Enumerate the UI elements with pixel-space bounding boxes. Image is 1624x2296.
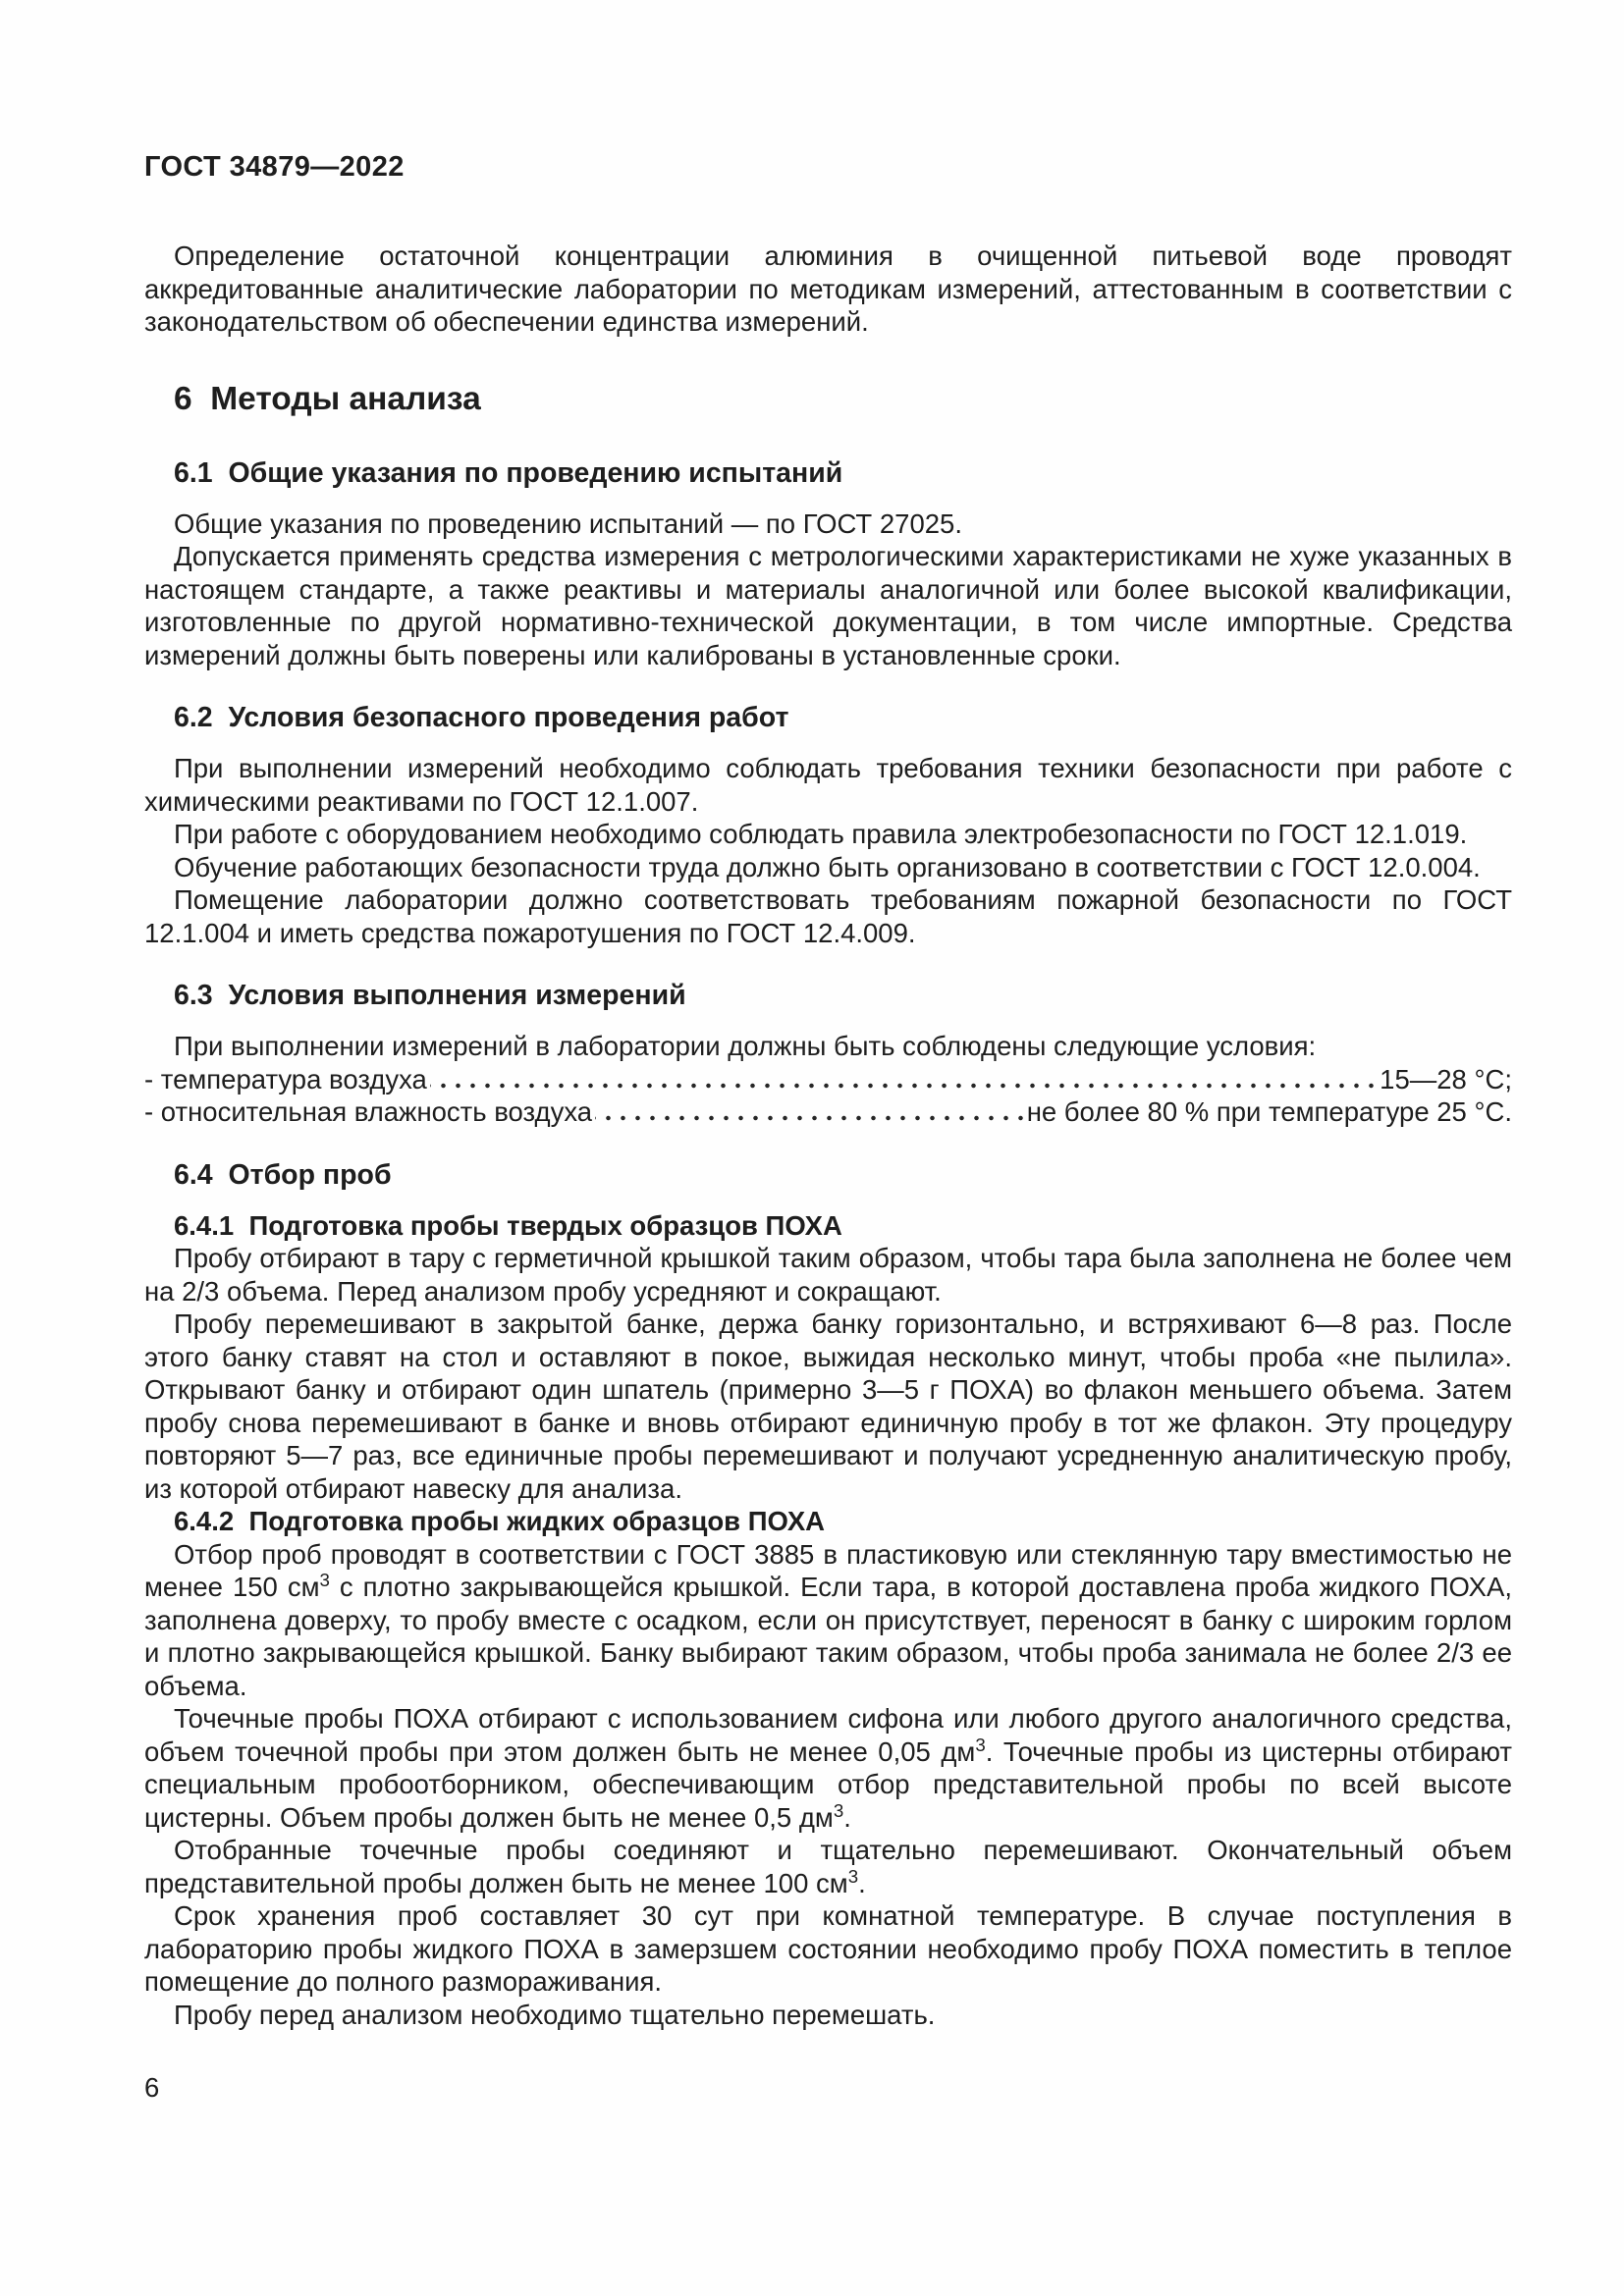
- dot-leader: [430, 1083, 1377, 1089]
- paragraph: Отбор проб проводят в соответствии с ГОСТ 3885 в пластиковую или стеклянную тару вместимостью не менее 150 $см^3$ с плотно закрывающейся крышкой. Если тара, в которой доставлена проба жидкого ПОХА, заполнена доверху, то пробу вместе с осадком, если он присутствует, переносят в банку с широким горлом и плотно закрывающейся крышкой. Банку выбирают таким образом, чтобы проба занимала не более 2/3 ее объема.: [144, 1538, 1512, 1701]
- condition-row: [144, 1063, 1512, 1096]
- paragraph: Общие указания по проведению испытаний — по ГОСТ 27025.: [174, 507, 962, 539]
- condition-value: 15—28 °С;: [1380, 1063, 1512, 1095]
- page-number: 6: [144, 2072, 160, 2103]
- paragraph: Пробу перемешивают в закрытой банке, держа банку горизонтально, и встряхивают 6—8 раз. После этого банку ставят на стол и оставляют в покое, выжидая несколько минут, чтобы проба «не пылила». Открывают банку и отбирают один шпатель (примерно 3—5 г ПОХА) во флакон меньшего объема. Затем пробу снова перемешивают в банке и вновь отбирают единичную пробу в тот же флакон. Эту процедуру повторяют 5—7 раз, все единичные пробы перемешивают и получают усредненную аналитическую пробу, из которой отбирают навеску для анализа.: [144, 1308, 1512, 1504]
- clause-heading: 6.4.2 Подготовка пробы жидких образцов ПОХА: [174, 1506, 826, 1536]
- subsection-heading: 6.3 Условия выполнения измерений: [174, 980, 686, 1011]
- paragraph: Определение остаточной концентрации алюминия в очищенной питьевой воде проводят аккредитованные аналитические лаборатории по методикам измерений, аттестованным в соответствии с законодательством об обеспечении единства измерений.: [144, 240, 1512, 337]
- paragraph: Срок хранения проб составляет 30 сут при комнатной температуре. В случае поступления в лабораторию пробы жидкого ПОХА в замерзшем состоянии необходимо пробу ПОХА поместить в теплое помещение до полного размораживания.: [144, 1900, 1512, 1997]
- superscript-3: 3: [847, 1865, 859, 1887]
- subsection-heading: 6.1 Общие указания по проведению испытаний: [174, 456, 843, 489]
- paragraph: Допускается применять средства измерения с метрологическими характеристиками не хуже указанных в настоящем стандарте, а также реактивы и материалы аналогичной или более высокой квалификации, изготовленные по другой нормативно-технической документации, в том числе импортные. Средства измерений должны быть поверены или калиброваны в установленные сроки.: [144, 541, 1512, 670]
- superscript-3: 3: [975, 1734, 986, 1755]
- document-header: ГОСТ 34879—2022: [144, 151, 405, 183]
- superscript-3: 3: [833, 1799, 844, 1821]
- paragraph: Помещение лаборатории должно соответствовать требованиям пожарной безопасности по ГОСТ 12.1.004 и иметь средства пожаротушения по ГОСТ 12.4.009.: [144, 884, 1512, 948]
- condition-row: [144, 1095, 1512, 1129]
- paragraph: При выполнении измерений необходимо соблюдать требования техники безопасности при работе с химическими реактивами по ГОСТ 12.1.007.: [144, 753, 1512, 817]
- section-heading: 6 Методы анализа: [174, 380, 481, 417]
- dot-leader: [595, 1115, 1024, 1121]
- document-body: [144, 240, 1512, 2031]
- paragraph: При выполнении измерений в лаборатории должны быть соблюдены следующие условия:: [174, 1031, 1317, 1061]
- condition-value: не более 80 % при температуре 25 °С.: [1026, 1096, 1512, 1127]
- paragraph: Отобранные точечные пробы соединяют и тщательно перемешивают. Окончательный объем представительной пробы должен быть не менее 100 $см^3$.: [144, 1835, 1512, 1898]
- paragraph: Точечные пробы ПОХА отбирают с использованием сифона или любого другого аналогичного средства, объем точечной пробы при этом должен быть не менее 0,05 $дм^3$. Точечные пробы из цистерны отбирают специальным пробоотборником, обеспечивающим отбор представительной пробы по всей высоте цистерны. Объем пробы должен быть не менее 0,5 $дм^3$.: [144, 1703, 1512, 1833]
- paragraph: Пробу перед анализом необходимо тщательно перемешать.: [174, 1999, 936, 2030]
- paragraph: Обучение работающих безопасности труда должно быть организовано в соответствии с ГОСТ 12.0.004.: [174, 851, 1481, 882]
- superscript-3: 3: [319, 1569, 330, 1590]
- condition-label: - относительная влажность воздуха: [144, 1096, 593, 1127]
- paragraph: Пробу отбирают в тару с герметичной крышкой таким образом, чтобы тара была заполнена не более чем на 2/3 объема. Перед анализом пробу усредняют и сокращают.: [144, 1243, 1512, 1307]
- condition-label: - температура воздуха: [144, 1063, 427, 1095]
- subsection-heading: 6.4 Отбор проб: [174, 1158, 392, 1191]
- subsection-heading: 6.2 Условия безопасного проведения работ: [174, 702, 789, 733]
- paragraph: При работе с оборудованием необходимо соблюдать правила электробезопасности по ГОСТ 12.1.019.: [174, 819, 1468, 849]
- clause-heading: 6.4.1 Подготовка пробы твердых образцов ПОХА: [174, 1209, 842, 1241]
